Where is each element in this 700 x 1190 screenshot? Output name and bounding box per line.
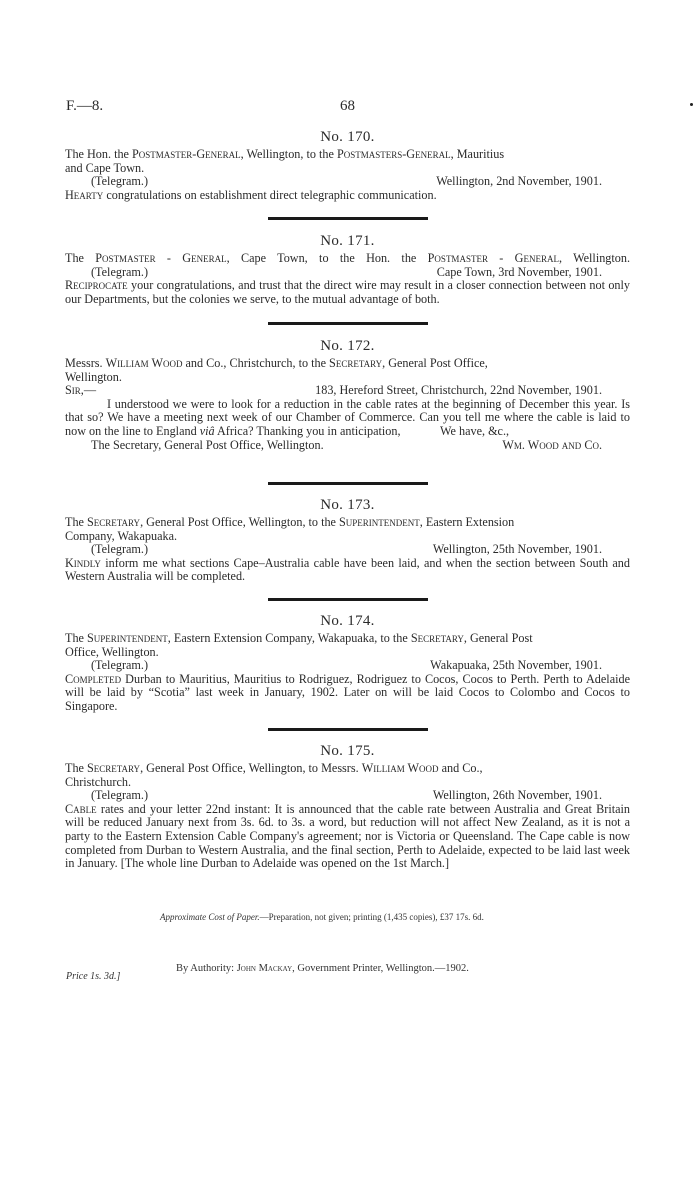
telegram-174 [65, 612, 630, 714]
letter-body: I understood we were to look for a reduction in the cable rates at the beginning of December this year. Is that so? We have a meeting next week of our Chamber of Commerce. Can you tell me where the cable is laid to now on the line to England viâ Africa? Thanking you in anticipation, [65, 396, 630, 438]
section-number: No. 175. [320, 743, 375, 759]
message-body: Cable rates and your letter 22nd instant: It is announced that the cable rate between Australia and Great Britain will be reduced January next from 3s. 6d. to 3s. a word, but reduction will not affect New Zealand, as it is not a party to the Eastern Extension Cable Company's agreement; nor is Victoria or Queensland. The Cape cable is now completed from Durban to Western Australia, and the final section, Perth to Adelaide, expected to be laid last week in January. [The whole line Durban to Adelaide was opened on the 1st March.] [65, 801, 630, 871]
telegram-170 [65, 128, 630, 202]
message-body: Reciprocate your congratulations, and trust that the direct wire may result in a closer connection between not only our Departments, but the colonies we serve, to the mutual advantage of both. [65, 278, 630, 306]
section-number: No. 171. [320, 233, 375, 249]
dateline: (Telegram.) Cape Town, 3rd November, 1901. [91, 264, 602, 279]
section-divider [268, 482, 428, 485]
message-body: Hearty congratulations on establishment direct telegraphic communication. [65, 187, 437, 202]
dateline: (Telegram.) Wellington, 25th November, 1901. [91, 542, 602, 557]
cost-note: Approximate Cost of Paper.—Preparation, not given; printing (1,435 copies), £37 17s. 6d. [160, 912, 484, 922]
section-number: No. 172. [320, 338, 375, 354]
page-number: 68 [340, 98, 355, 114]
address-line: The Postmaster - General, Cape Town, to the Hon. the Postmaster - General, Wellington. [65, 251, 631, 265]
section-number: No. 174. [320, 613, 375, 629]
telegram-171 [65, 232, 630, 306]
section-divider [268, 728, 428, 731]
document-reference: F.—8. [66, 98, 104, 114]
dateline: (Telegram.) Wellington, 26th November, 1901. [91, 788, 602, 803]
address-line: The Hon. the Postmaster-General, Wellington, to the Postmasters-General, Mauritius and Cape Town. [65, 147, 505, 175]
address-line: The Secretary, General Post Office, Wellington, to the Superintendent, Eastern Extension Company, Wakapuaka. [65, 515, 515, 543]
printer-imprint: By Authority: John Mackay, Government Printer, Wellington.—1902. [176, 963, 469, 974]
letter-172 [65, 337, 630, 452]
margin-speck [690, 103, 693, 106]
section-divider [268, 322, 428, 325]
section-number: No. 170. [320, 129, 375, 145]
section-number: No. 173. [320, 497, 375, 513]
signature-line: The Secretary, General Post Office, Wellington. Wm. Wood and Co. [91, 437, 602, 452]
section-divider [268, 217, 428, 220]
message-body: Completed Durban to Mauritius, Mauritius to Rodriguez, Rodriguez to Cocos, Cocos to Perth. Perth to Adelaide will be laid by “Scotia” last week in January, 1902. Later on will be laid Cocos to Colombo and Cocos to Singapore. [65, 671, 630, 713]
closing-line: We have, &c., [440, 423, 510, 438]
salutation-line: Sir,— 183, Hereford Street, Christchurch, 22nd November, 1901. [65, 383, 602, 398]
address-line: Messrs. William Wood and Co., Christchurch, to the Secretary, General Post Office, Wellington. [65, 356, 488, 384]
section-divider [268, 598, 428, 601]
message-body: Kindly inform me what sections Cape–Australia cable have been laid, and when the section between South and Western Australia will be completed. [65, 555, 630, 584]
telegram-173 [65, 496, 630, 584]
dateline: (Telegram.) Wellington, 2nd November, 1901. [91, 174, 602, 189]
price-note: Price 1s. 3d.] [66, 971, 121, 982]
telegram-175 [65, 742, 630, 871]
address-line: The Superintendent, Eastern Extension Company, Wakapuaka, to the Secretary, General Post Office, Wellington. [65, 631, 533, 659]
address-line: The Secretary, General Post Office, Wellington, to Messrs. William Wood and Co., Christchurch. [65, 761, 483, 789]
dateline: (Telegram.) Wakapuaka, 25th November, 1901. [91, 658, 602, 673]
